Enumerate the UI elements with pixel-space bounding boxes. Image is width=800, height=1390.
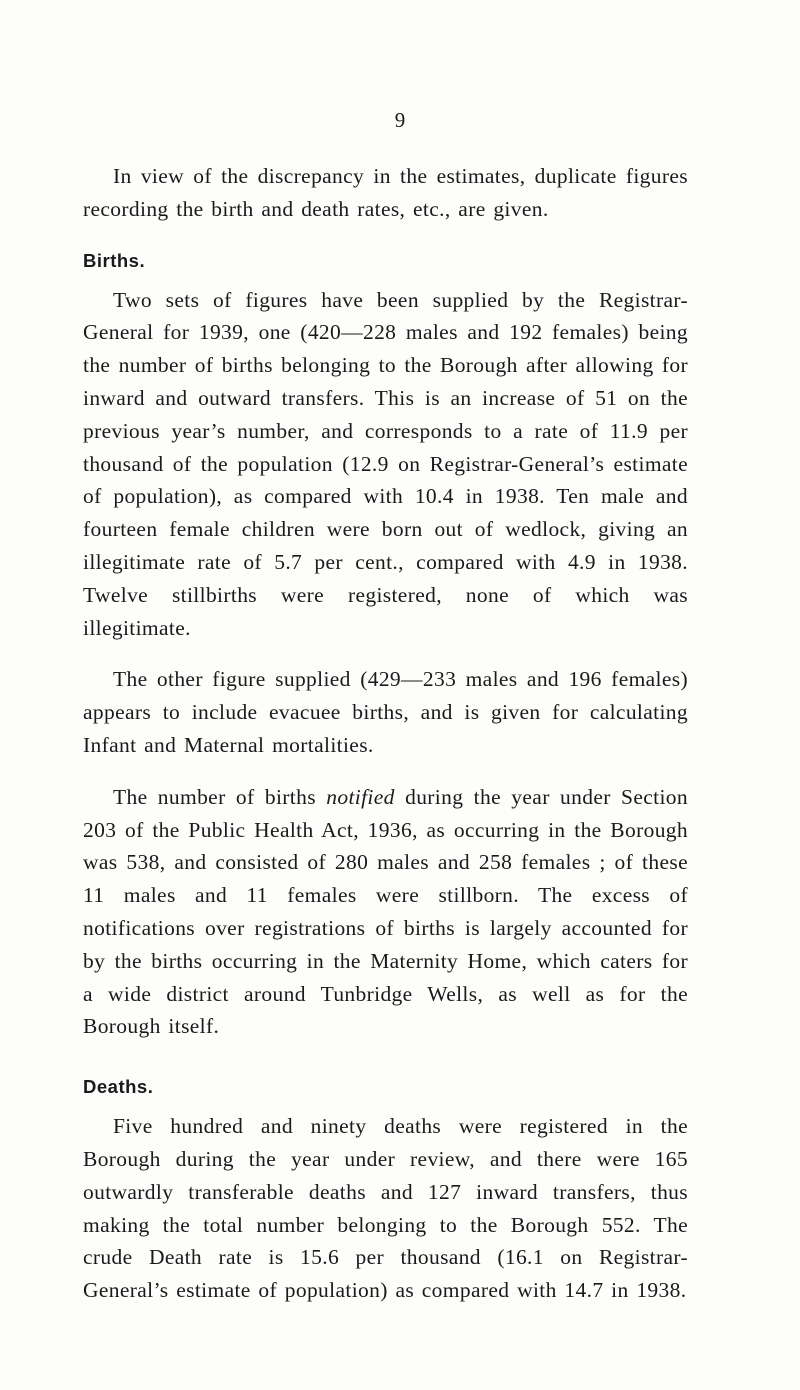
births-section — [83, 248, 688, 1044]
births-paragraph-2: The other figure supplied (429—233 males and 196 females) appears to include evacuee births, and is given for calculating Infant and Maternal mortalities. — [83, 667, 688, 757]
intro-paragraph: In view of the discrepancy in the estimates, duplicate figures recording the birth and death rates, etc., are given. — [83, 164, 688, 221]
births-p3-text-before: The number of births — [113, 784, 327, 809]
document-body — [83, 160, 688, 1307]
deaths-heading: Deaths. — [83, 1076, 154, 1098]
deaths-paragraph-1: Five hundred and ninety deaths were registered in the Borough during the year under review, and there were 165 outwardly transferable deaths and 127 inward transfers, thus making the total number belonging to the Borough 552. The crude Death rate is 15.6 per thousand (16.1 on Registrar-General’s estimate of population) as compared with 14.7 in 1938. — [83, 1114, 688, 1303]
notified-emphasis: notified — [326, 784, 395, 809]
births-paragraph-3 — [83, 781, 688, 1043]
page-number: 9 — [394, 108, 406, 132]
births-heading: Births. — [83, 249, 146, 271]
births-p3-text-after: during the year under Section 203 of the Public Health Act, 1936, as occurring in the Borough was 538, and consisted of 280 males and 258 females ; of these 11 males and 11 females were stillborn. The excess of notifications over registrations of births is largely accounted for by the births occurring in the Maternity Home, which caters for a wide district around Tunbridge Wells, as well as for the Borough itself. — [83, 784, 688, 1039]
deaths-section — [83, 1074, 688, 1307]
births-paragraph-1: Two sets of figures have been supplied by the Registrar-General for 1939, one (420—228 males and 192 females) being the number of births belonging to the Borough after allowing for inward and outward transfers. This is an increase of 51 on the previous year’s number, and corresponds to a rate of 11.9 per thousand of the population (12.9 on Registrar-General’s estimate of population), as compared with 10.4 in 1938. Ten male and fourteen female children were born out of wedlock, giving an illegitimate rate of 5.7 per cent., compared with 4.9 in 1938. Twelve stillbirths were registered, none of which was illegitimate. — [83, 287, 688, 640]
